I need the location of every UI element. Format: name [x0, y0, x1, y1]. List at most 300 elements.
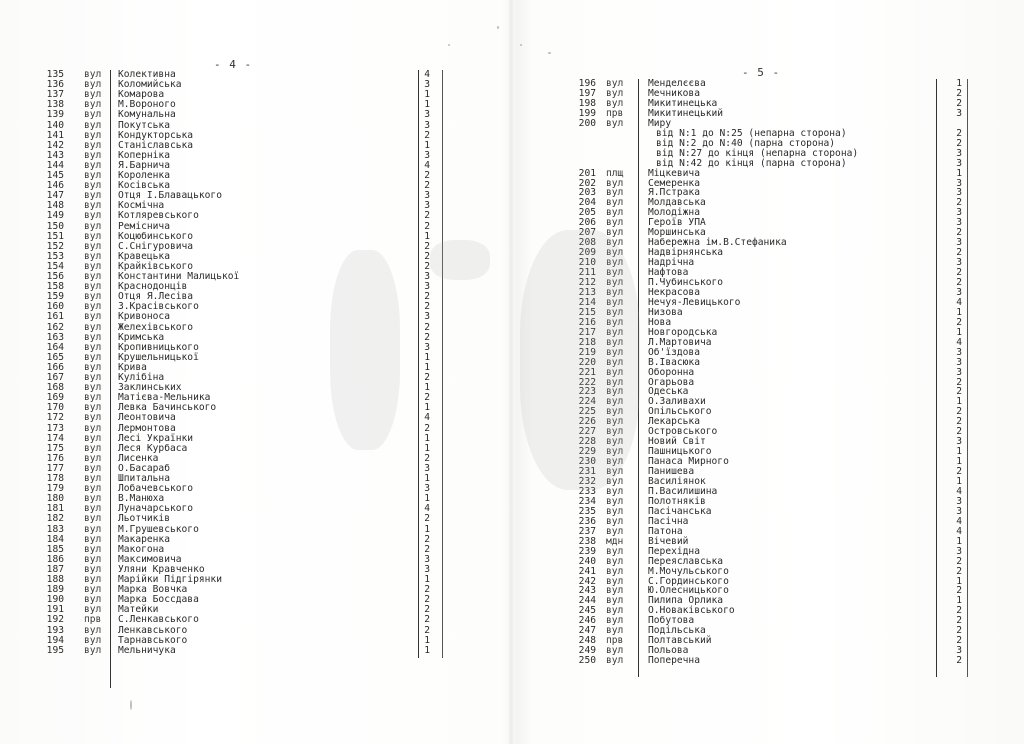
street-type: вул: [84, 301, 102, 313]
row-number: 193: [46, 624, 64, 636]
street-name: Я.Барнича: [118, 159, 170, 171]
street-name: Пашницького: [648, 446, 712, 458]
street-name: Нафтова: [648, 267, 689, 279]
street-name: Копернiка: [118, 149, 170, 161]
street-name: Ю.Олесницького: [648, 585, 729, 597]
category-value: 2: [956, 197, 962, 209]
street-type: вул: [84, 240, 102, 252]
street-type: вул: [606, 277, 624, 288]
table-row: [560, 537, 980, 547]
street-name: Ремісничa: [118, 220, 170, 232]
category-value: 2: [424, 604, 430, 616]
category-value: 4: [956, 296, 962, 308]
street-name: Космічна: [118, 200, 165, 212]
street-type: вул: [84, 220, 102, 232]
row-number: 183: [46, 523, 64, 535]
category-value: 1: [424, 644, 430, 656]
street-name: Крива: [118, 361, 147, 373]
category-value: 2: [424, 584, 430, 596]
row-number: 178: [46, 473, 64, 484]
street-type: вул: [606, 286, 624, 298]
street-name: Уляни Кравченко: [118, 563, 205, 575]
row-number: 219: [578, 346, 596, 358]
street-name: Марка Боссдава: [118, 594, 199, 606]
category-value: 3: [956, 495, 962, 507]
row-number: 233: [578, 485, 596, 497]
street-name: Міцкевича: [648, 167, 700, 179]
row-number: 202: [578, 177, 596, 189]
row-number: 207: [578, 227, 596, 239]
category-value: 3: [424, 341, 430, 353]
category-value: 1: [424, 442, 430, 454]
street-name: Кривоноса: [118, 311, 170, 323]
street-type: вул: [606, 476, 624, 487]
category-value: 2: [424, 331, 430, 343]
street-type: вул: [84, 432, 102, 444]
category-value: 2: [424, 220, 430, 232]
street-type: вул: [606, 187, 624, 199]
street-name: Низова: [648, 306, 683, 318]
row-number: 173: [46, 422, 64, 434]
category-value: 4: [424, 69, 430, 80]
street-type: вул: [606, 247, 624, 259]
street-name: Лисенка: [118, 452, 159, 464]
street-name: Кропивницького: [118, 341, 199, 353]
street-type: вул: [84, 422, 102, 434]
street-name: В.Манюха: [118, 493, 165, 505]
category-value: 3: [956, 346, 962, 358]
category-value: 3: [956, 237, 962, 249]
table-row: [38, 525, 438, 535]
street-name: Новий Світ: [648, 436, 706, 448]
street-name: Луначарського: [118, 503, 194, 515]
row-number: 138: [46, 99, 64, 111]
street-name: від N:1 до N:25 (непарна сторона): [656, 127, 847, 139]
table-row: [560, 517, 980, 527]
street-name: С.Ленкавського: [118, 614, 199, 626]
street-type: плщ: [606, 167, 624, 179]
row-number: 152: [46, 240, 64, 252]
row-number: 136: [46, 79, 64, 91]
category-value: 3: [424, 462, 430, 474]
category-value: 2: [956, 585, 962, 597]
category-value: 2: [424, 614, 430, 626]
row-number: 221: [578, 366, 596, 378]
left-divider-type: [110, 70, 111, 688]
street-type: вул: [84, 634, 102, 646]
street-type: вул: [606, 227, 624, 239]
row-number: 248: [578, 635, 596, 647]
row-number: 196: [578, 78, 596, 89]
street-name: Макаренка: [118, 533, 170, 545]
row-number: 141: [46, 129, 64, 141]
table-row: [560, 169, 980, 179]
category-value: 2: [956, 466, 962, 478]
category-value: 3: [424, 149, 430, 161]
street-type: вул: [606, 326, 624, 338]
category-value: 1: [956, 575, 962, 587]
category-value: 2: [424, 594, 430, 606]
street-type: вул: [606, 485, 624, 497]
right-divider-category: [936, 79, 937, 677]
street-type: прв: [606, 107, 624, 119]
row-number: 211: [578, 267, 596, 279]
category-value: 1: [956, 446, 962, 458]
street-name: Патона: [648, 525, 683, 537]
category-value: 2: [956, 406, 962, 418]
street-name: М.Вороного: [118, 99, 176, 111]
street-name: Одеська: [648, 386, 689, 398]
street-type: вул: [84, 644, 102, 656]
street-type: вул: [84, 402, 102, 414]
row-number: 145: [46, 170, 64, 181]
row-number: 229: [578, 446, 596, 458]
street-type: вул: [84, 99, 102, 111]
street-name: Тарнавського: [118, 634, 188, 646]
category-value: 3: [956, 107, 962, 119]
street-type: вул: [606, 416, 624, 428]
street-type: вул: [84, 190, 102, 202]
street-type: вул: [84, 79, 102, 91]
street-name: Кондукторська: [118, 129, 194, 141]
street-name: Пасічна: [648, 515, 689, 527]
category-value: 3: [956, 545, 962, 557]
street-name: Полтавський: [648, 635, 712, 647]
table-row: [560, 567, 980, 577]
table-row: [560, 586, 980, 596]
row-number: 250: [578, 655, 596, 667]
street-name: Короленка: [118, 170, 170, 181]
category-value: 2: [956, 267, 962, 279]
row-number: 236: [578, 515, 596, 527]
street-type: вул: [84, 311, 102, 323]
category-value: 2: [956, 635, 962, 647]
category-value: 2: [424, 291, 430, 303]
category-value: 3: [424, 271, 430, 282]
row-number: 200: [578, 117, 596, 129]
table-row: [38, 646, 438, 656]
row-number: 188: [46, 574, 64, 585]
row-number: 154: [46, 260, 64, 272]
street-name: Перехідна: [648, 545, 700, 557]
category-value: 3: [956, 147, 962, 159]
street-type: вул: [606, 78, 624, 89]
row-number: 214: [578, 296, 596, 308]
row-number: 244: [578, 595, 596, 607]
street-type: вул: [606, 386, 624, 398]
street-name: Микитинецька: [648, 97, 718, 109]
left-border-right: [442, 70, 443, 658]
row-number: 144: [46, 159, 64, 171]
street-type: вул: [84, 533, 102, 545]
category-value: 2: [956, 615, 962, 627]
row-number: 247: [578, 625, 596, 637]
category-value: 1: [956, 476, 962, 487]
street-name: Семеренка: [648, 177, 700, 189]
street-name: Менделєєва: [648, 78, 706, 89]
row-number: 184: [46, 533, 64, 545]
right-border-right: [967, 79, 968, 677]
street-name: Нова: [648, 316, 672, 328]
category-value: 1: [956, 78, 962, 89]
street-name: Огарьова: [648, 376, 695, 388]
row-number: 148: [46, 200, 64, 212]
row-number: 140: [46, 119, 64, 131]
row-number: 222: [578, 376, 596, 388]
row-number: 164: [46, 341, 64, 353]
street-name: Пасічанська: [648, 505, 712, 517]
row-number: 149: [46, 210, 64, 222]
street-name: Кримська: [118, 331, 165, 343]
row-number: 203: [578, 187, 596, 199]
street-type: вул: [84, 462, 102, 474]
table-row: [560, 159, 980, 169]
street-name: О.Новаківського: [648, 605, 735, 617]
street-type: вул: [84, 543, 102, 555]
category-value: 1: [424, 634, 430, 646]
street-name: Опільського: [648, 406, 712, 418]
street-type: вул: [606, 257, 624, 269]
category-value: 1: [424, 382, 430, 394]
table-row: [560, 557, 980, 567]
row-number: 210: [578, 257, 596, 269]
street-type: вул: [606, 625, 624, 637]
category-value: 3: [956, 505, 962, 517]
category-value: 3: [424, 483, 430, 495]
row-number: 177: [46, 462, 64, 474]
street-type: вул: [606, 366, 624, 378]
street-name: Марійки Підгірянки: [118, 574, 222, 585]
row-number: 174: [46, 432, 64, 444]
street-name: Миру: [648, 117, 672, 129]
street-type: вул: [606, 515, 624, 527]
street-name: Подільська: [648, 625, 706, 637]
category-value: 1: [424, 432, 430, 444]
category-value: 2: [424, 452, 430, 464]
street-type: вул: [606, 316, 624, 328]
row-number: 240: [578, 555, 596, 567]
category-value: 1: [424, 402, 430, 414]
scan-smudge: [330, 250, 400, 450]
category-value: 2: [956, 227, 962, 239]
table-row: [560, 188, 980, 198]
category-value: 1: [424, 99, 430, 111]
row-number: 212: [578, 277, 596, 288]
street-type: вул: [606, 426, 624, 438]
table-row: [560, 646, 980, 656]
category-value: 4: [424, 159, 430, 171]
row-number: 187: [46, 563, 64, 575]
street-name: Я.Пстрака: [648, 187, 700, 199]
category-value: 3: [424, 563, 430, 575]
street-name: Набережна ім.В.Стефаника: [648, 237, 787, 249]
category-value: 4: [956, 515, 962, 527]
row-number: 189: [46, 584, 64, 596]
street-type: вул: [606, 525, 624, 537]
street-type: мдн: [606, 535, 624, 547]
row-number: 216: [578, 316, 596, 328]
street-name: М.Мочульського: [648, 565, 729, 577]
street-name: Оборонна: [648, 366, 695, 378]
table-row: [560, 79, 980, 89]
row-number: 205: [578, 207, 596, 219]
category-value: 2: [956, 127, 962, 139]
category-value: 3: [424, 311, 430, 323]
category-value: 2: [956, 565, 962, 577]
street-type: вул: [84, 523, 102, 535]
table-row: [560, 89, 980, 99]
street-name: Максимовича: [118, 553, 182, 565]
category-value: 3: [424, 109, 430, 121]
row-number: 176: [46, 452, 64, 464]
category-value: 2: [956, 316, 962, 328]
category-value: 2: [956, 605, 962, 617]
street-type: вул: [606, 565, 624, 577]
scan-speck: [497, 26, 499, 29]
table-row: [38, 222, 438, 232]
row-number: 226: [578, 416, 596, 428]
street-type: вул: [606, 197, 624, 209]
row-number: 195: [46, 644, 64, 656]
category-value: 2: [424, 240, 430, 252]
category-value: 2: [956, 277, 962, 288]
row-number: 218: [578, 336, 596, 348]
street-type: прв: [606, 635, 624, 647]
category-value: 3: [956, 187, 962, 199]
street-type: вул: [606, 456, 624, 468]
category-value: 3: [956, 286, 962, 298]
street-name: Полотняків: [648, 495, 706, 507]
street-name: Мечникова: [648, 87, 700, 99]
street-type: вул: [606, 605, 624, 617]
table-row: [560, 606, 980, 616]
category-value: 2: [956, 625, 962, 637]
row-number: 182: [46, 513, 64, 525]
street-type: вул: [84, 200, 102, 212]
street-type: вул: [606, 396, 624, 408]
street-type: вул: [606, 177, 624, 189]
street-type: вул: [606, 296, 624, 308]
row-number: 237: [578, 525, 596, 537]
category-value: 3: [424, 79, 430, 91]
street-type: вул: [84, 159, 102, 171]
row-number: 160: [46, 301, 64, 313]
street-type: вул: [606, 555, 624, 567]
street-name: Островського: [648, 426, 718, 438]
category-value: 1: [424, 351, 430, 363]
street-type: вул: [606, 217, 624, 229]
street-type: вул: [606, 615, 624, 627]
table-row: [38, 110, 438, 120]
row-number: 220: [578, 356, 596, 368]
table-row: [560, 487, 980, 497]
category-value: 2: [424, 624, 430, 636]
street-name: Нечуя-Левицького: [648, 296, 741, 308]
row-number: 181: [46, 503, 64, 515]
row-number: 168: [46, 382, 64, 394]
table-row: [560, 626, 980, 636]
street-type: вул: [606, 575, 624, 587]
category-value: 1: [424, 574, 430, 585]
category-value: 2: [424, 301, 430, 313]
category-value: 2: [956, 426, 962, 438]
row-number: 156: [46, 271, 64, 282]
street-type: вул: [84, 392, 102, 404]
row-number: 143: [46, 149, 64, 161]
street-name: Побутова: [648, 615, 695, 627]
category-value: 2: [424, 422, 430, 434]
street-type: вул: [84, 170, 102, 181]
row-number: 225: [578, 406, 596, 418]
street-name: Котляревського: [118, 210, 199, 222]
row-number: 194: [46, 634, 64, 646]
category-value: 1: [424, 473, 430, 484]
right-page-number: - 5 -: [742, 66, 781, 79]
scan-speck: [448, 44, 450, 46]
street-name: Микитинецький: [648, 107, 724, 119]
street-name: Желехівського: [118, 321, 194, 333]
street-name: Лесі Українки: [118, 432, 194, 444]
row-number: 209: [578, 247, 596, 259]
street-name: Косівська: [118, 180, 170, 192]
row-number: 191: [46, 604, 64, 616]
street-name: В.Івасюка: [648, 356, 700, 368]
street-type: вул: [606, 376, 624, 388]
street-name: Константини Малицької: [118, 271, 240, 282]
category-value: 3: [956, 356, 962, 368]
street-type: вул: [84, 180, 102, 192]
row-number: 150: [46, 220, 64, 232]
street-name: О.Заливахи: [648, 396, 706, 408]
category-value: 4: [424, 503, 430, 515]
street-type: вул: [606, 336, 624, 348]
table-row: [560, 467, 980, 477]
category-value: 2: [424, 513, 430, 525]
row-number: 165: [46, 351, 64, 363]
street-type: вул: [606, 595, 624, 607]
category-value: 1: [424, 493, 430, 505]
row-number: 204: [578, 197, 596, 209]
category-value: 3: [956, 257, 962, 269]
row-number: 163: [46, 331, 64, 343]
row-number: 142: [46, 139, 64, 151]
row-number: 175: [46, 442, 64, 454]
category-value: 2: [424, 129, 430, 141]
table-row: [560, 208, 980, 218]
street-name: Станіславська: [118, 139, 194, 151]
row-number: 151: [46, 230, 64, 242]
street-name: Леонтовича: [118, 412, 176, 424]
table-row: [560, 577, 980, 587]
row-number: 135: [46, 69, 64, 80]
row-number: 167: [46, 372, 64, 383]
street-type: вул: [606, 237, 624, 249]
row-number: 234: [578, 495, 596, 507]
category-value: 2: [956, 416, 962, 428]
street-type: вул: [606, 495, 624, 507]
street-type: вул: [84, 281, 102, 293]
category-value: 1: [956, 167, 962, 179]
street-type: вул: [606, 436, 624, 448]
category-value: 2: [956, 97, 962, 109]
category-value: 3: [424, 281, 430, 293]
category-value: 2: [424, 250, 430, 262]
category-value: 1: [424, 230, 430, 242]
table-row: [38, 615, 438, 625]
street-type: вул: [84, 382, 102, 394]
street-name: від N:2 до N:40 (парна сторона): [656, 137, 836, 149]
row-number: 230: [578, 456, 596, 468]
